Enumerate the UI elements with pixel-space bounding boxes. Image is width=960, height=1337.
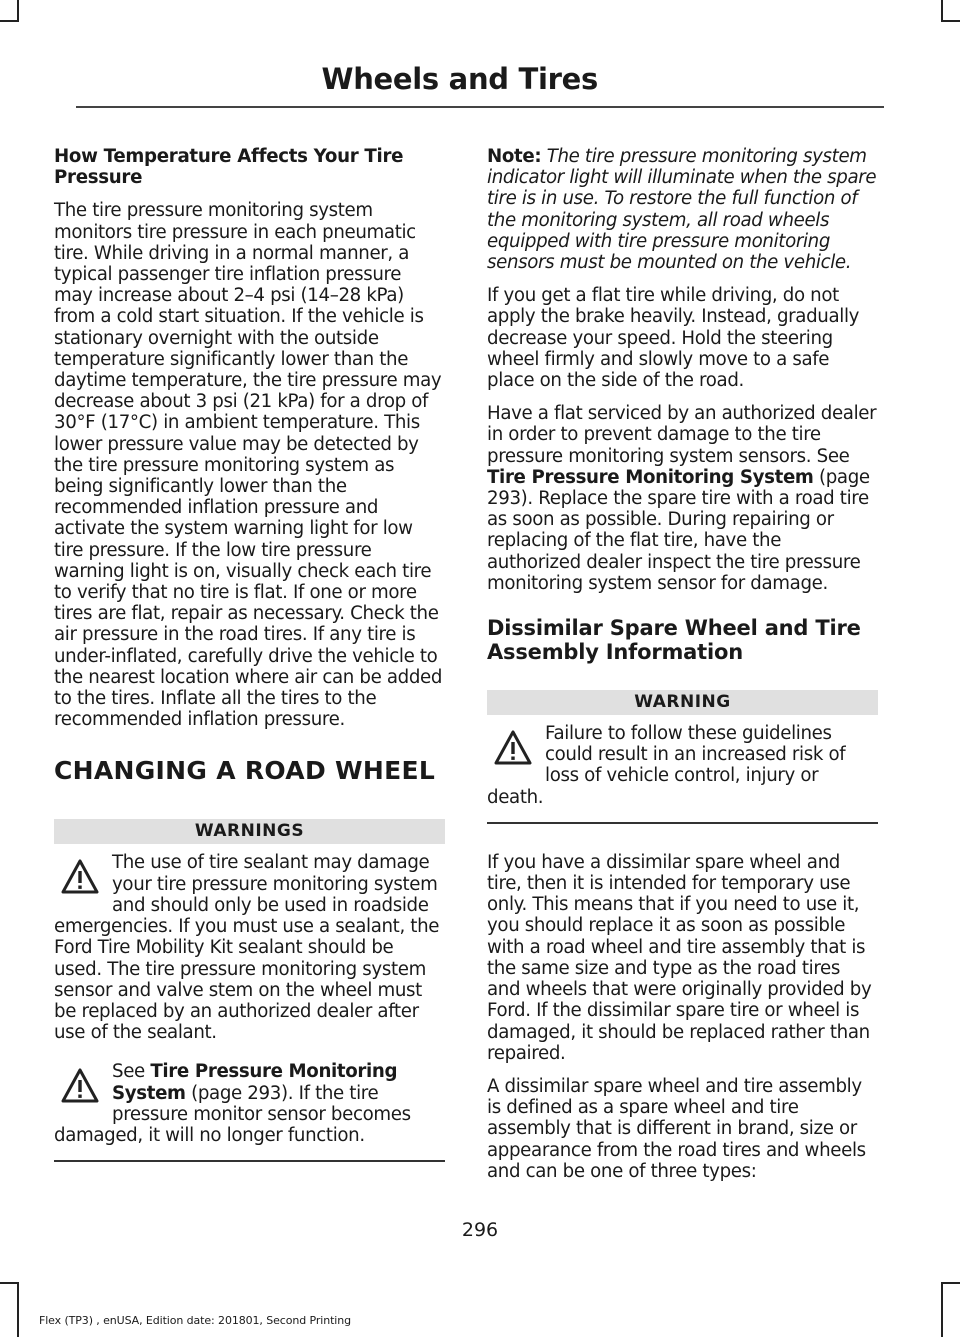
crop-mark-top-left-h <box>0 20 18 22</box>
crop-mark-bottom-left-h <box>0 1282 18 1284</box>
subheading-temperature: How Temperature Affects Your Tire Pressure <box>54 146 404 189</box>
warnings-banner: WARNINGS <box>54 819 445 844</box>
paragraph-flat-serviced: Have a flat serviced by an authorized dealer in order to prevent damage to the tire pressure monitoring system sensors. See Tire Pressure Monitoring System (page 293). Replace the spare tire with a road tire as soon as possible. During repairing or replacing of the flat tire, have the authorized dealer inspect the tire pressure monitoring system sensor for damage. <box>487 403 877 594</box>
warning-text-guidelines: Failure to follow these guidelines could result in an increased risk of loss of vehicle control, injury or death. <box>487 723 846 808</box>
warning-end-rule <box>487 822 878 824</box>
warning-text-sealant: The use of tire sealant may damage your tire pressure monitoring system and should only be used in roadside emergencies. If you must use a sealant, the Ford Tire Mobility Kit sealant should be used. The tire pressure monitoring system sensor and valve stem on the wheel must be replaced by an authorized dealer after use of the sealant. <box>54 852 440 1044</box>
crop-mark-top-right-v <box>941 0 943 22</box>
page-number: 296 <box>461 1219 499 1241</box>
paragraph-temperature: The tire pressure monitoring system monitors tire pressure in each pneumatic tire. While driving in a normal manner, a typical passenger tire inflation pressure may increase about 2–4 psi (14–28 kPa) from a cold start situation. If the vehicle is stationary overnight with the outside temperature significantly lower than the daytime temperature, the tire pressure may decrease about 3 psi (21 kPa) for a drop of 30°F (17°C) in ambient temperature. This lower pressure value may be detected by the tire pressure monitoring system as being significantly lower than the recommended inflation pressure and activate the system warning light for low tire pressure. If the low tire pressure warning light is on, visually check each tire to verify that no tire is flat. If one or more tires are flat, repair as necessary. Check the air pressure in the road tires. If any tire is under-inflated, carefully drive the vehicle to the nearest location where air can be added to the tires. Inflate all the tires to the recommended inflation pressure. <box>54 200 443 731</box>
crop-mark-bottom-left-v <box>17 1282 19 1337</box>
warnings-end-rule <box>54 1160 445 1162</box>
footer-edition: Flex (TP3) , enUSA, Edition date: 201801, Second Printing <box>39 1314 352 1327</box>
warning-item-guidelines <box>487 723 878 808</box>
left-column <box>54 146 445 1190</box>
warning-triangle-icon <box>60 858 100 896</box>
link-tpms-reference[interactable]: Tire Pressure Monitoring System <box>487 466 814 488</box>
warning-item-sensor <box>54 1061 445 1146</box>
paragraph-dissimilar-definition: A dissimilar spare wheel and tire assembly is defined as a spare wheel and tire assembly that is different in brand, size or appearance from the road tires and wheels and can be one of three types: <box>487 1075 866 1182</box>
warning-item-sealant <box>54 852 445 1043</box>
crop-mark-top-left-v <box>17 0 19 22</box>
right-column <box>487 146 878 1194</box>
crop-mark-bottom-right-h <box>942 1282 960 1284</box>
heading-dissimilar-spare: Dissimilar Spare Wheel and Tire Assembly Information <box>487 616 861 665</box>
warning-triangle-icon <box>60 1067 100 1105</box>
note-spare-indicator: Note: The tire pressure monitoring system indicator light will illuminate when the spare tire is in use. To restore the full function of the monitoring system, all road wheels equipped with tire pressure monitoring sensors must be mounted on the vehicle. <box>487 146 877 274</box>
crop-mark-top-right-h <box>942 20 960 22</box>
warning-triangle-icon <box>493 729 533 767</box>
header-rule <box>76 106 884 108</box>
paragraph-flat-while-driving: If you get a flat tire while driving, do not apply the brake heavily. Instead, gradually decrease your speed. Hold the steering wheel firmly and slowly move to a safe place on the side of the road. <box>487 285 860 392</box>
warning-text-sensor: See Tire Pressure Monitoring System (page 293). If the tire pressure monitor sensor becomes damaged, it will no longer function. <box>54 1061 411 1146</box>
paragraph-dissimilar-usage: If you have a dissimilar spare wheel and tire, then it is intended for temporary use only. This means that if you need to use it, you should replace it as soon as possible with a road wheel and tire assembly that is the same size and type as the road tires and wheels that were originally provided by Ford. If the dissimilar spare tire or wheel is damaged, it should be replaced rather than repaired. <box>487 851 872 1064</box>
page-header-title: Wheels and Tires <box>321 62 598 96</box>
crop-mark-bottom-right-v <box>941 1282 943 1337</box>
warning-banner: WARNING <box>487 690 878 715</box>
heading-changing-road-wheel: CHANGING A ROAD WHEEL <box>54 756 436 786</box>
link-tpms-reference[interactable]: Tire Pressure Monitoring System <box>112 1061 398 1104</box>
